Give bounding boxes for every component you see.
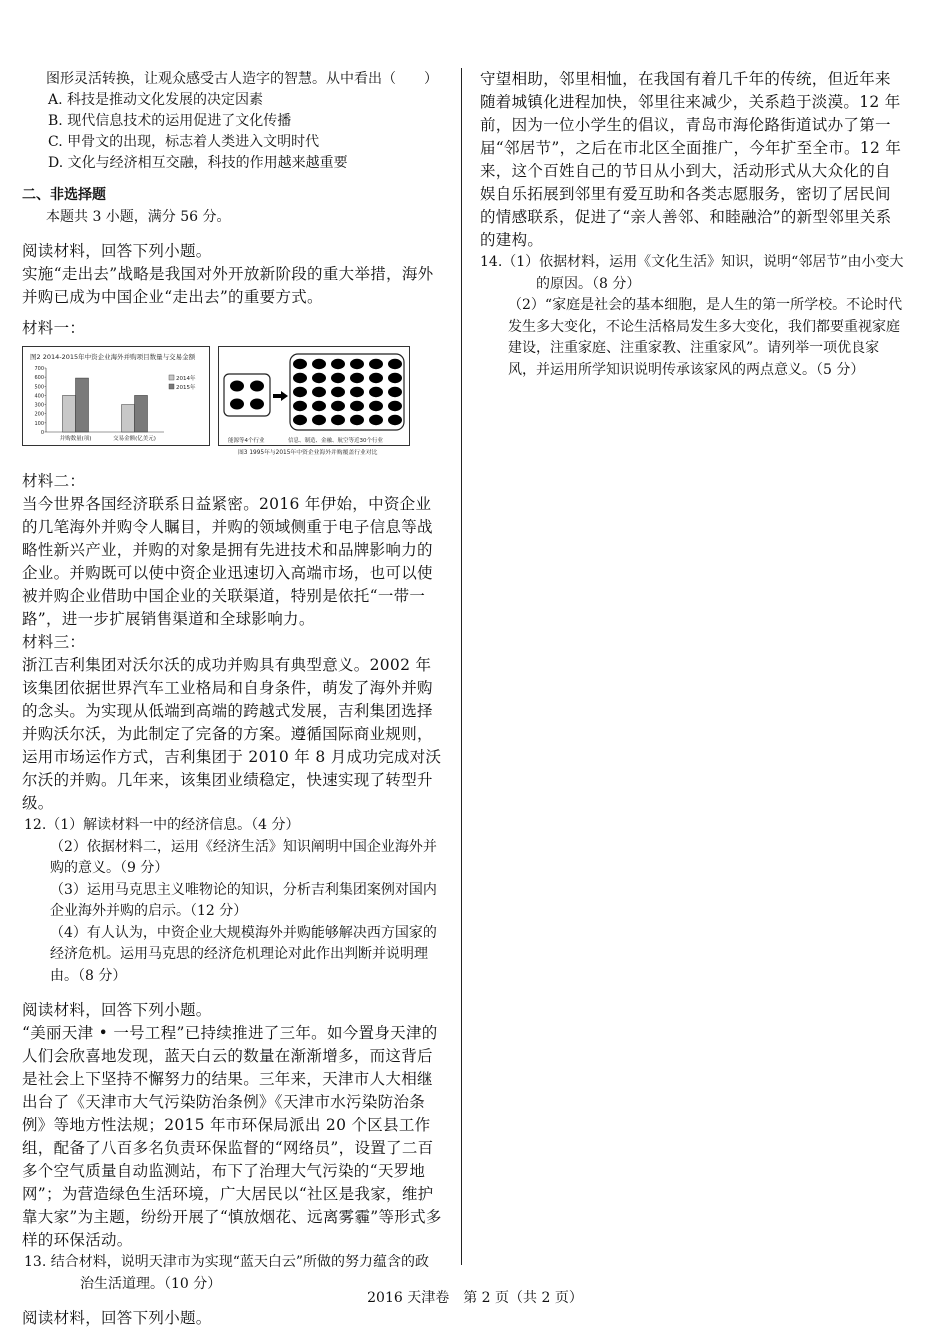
industry-dot-2015 xyxy=(369,415,383,425)
column-divider xyxy=(461,68,462,1265)
material-1-label: 材料一： xyxy=(22,319,86,337)
industry-dot-2015 xyxy=(293,401,307,411)
diagram-right-caption: 信息、制造、金融、航空等近30个行业 xyxy=(288,438,383,444)
right-column xyxy=(480,68,904,381)
industry-dot-2015 xyxy=(312,373,326,383)
x-tick-label: 交易金额(亿美元) xyxy=(113,436,156,442)
y-tick-label: 700 xyxy=(34,366,44,372)
industry-dot-2015 xyxy=(369,359,383,369)
bar xyxy=(76,378,89,432)
industry-dot-1995 xyxy=(250,399,264,410)
industry-dot-2015 xyxy=(293,387,307,397)
industry-dot-2015 xyxy=(331,373,345,383)
question-14-2: （2）“家庭是社会的基本细胞，是人生的第一所学校。不论时代发生多大变化，不论生活格局发生多大变化，我们都要重视家庭建设，注重家庭、注重家教、注重家风”。请列举一项优良家风，并运用所学知识说明传承该家风的两点意义。（5 分） xyxy=(508,297,903,378)
industry-dot-2015 xyxy=(388,401,402,411)
legend-swatch xyxy=(169,384,174,389)
bar xyxy=(135,395,148,432)
option-a: A. 科技是推动文化发展的决定因素 xyxy=(48,92,264,108)
industry-dot-2015 xyxy=(312,401,326,411)
industry-dot-2015 xyxy=(293,373,307,383)
y-tick-label: 600 xyxy=(34,375,44,382)
industry-dot-2015 xyxy=(312,415,326,425)
industry-dot-2015 xyxy=(331,401,345,411)
industry-dot-2015 xyxy=(350,415,364,425)
material-2-label: 材料二： xyxy=(22,472,86,490)
industry-dot-2015 xyxy=(388,373,402,383)
section-title: 二、非选择题 xyxy=(22,187,106,203)
question-11-tail: 图形灵活转换，让观众感受古人造字的智慧。从中看出（ ） xyxy=(46,71,438,87)
option-d: D. 文化与经济相互交融，科技的作用越来越重要 xyxy=(48,155,348,171)
legend-label: 2014年 xyxy=(176,376,196,382)
y-tick-label: 200 xyxy=(34,411,44,418)
intro-text: 实施“走出去”战略是我国对外开放新阶段的重大举措，海外并购已成为中国企业“走出去”的重要方式。 xyxy=(22,265,434,306)
diagram-title: 图3 1995年与2015年中资企业海外并购覆盖行业对比 xyxy=(238,450,378,456)
material-1-charts xyxy=(22,346,442,466)
industry-dot-2015 xyxy=(350,387,364,397)
left-box xyxy=(224,374,270,416)
left-column xyxy=(22,68,442,1330)
industry-dot-2015 xyxy=(312,387,326,397)
industry-dot-2015 xyxy=(331,415,345,425)
industry-dot-1995 xyxy=(230,399,244,410)
industry-dot-2015 xyxy=(388,387,402,397)
industry-dot-1995 xyxy=(250,381,264,392)
industry-dot-2015 xyxy=(331,387,345,397)
bar xyxy=(63,395,76,432)
y-tick-label: 100 xyxy=(34,420,44,427)
industry-dot-2015 xyxy=(312,359,326,369)
tianjin-text: “美丽天津 • 一号工程”已持续推进了三年。如今置身天津的人们会欣喜地发现，蓝天白云的数量在渐渐增多，而这背后是社会上下坚持不懈努力的结果。三年来，天津市人大相继出台了《天津市大气污染防治条例》《天津市水污染防治条例》等地方性法规；2015 年市环保局派出 20 个区县工作组，配备了八百多名负责环保监督的“网络员”，设置了二百多个空气质量自动监测站，布下了治理大气污染的“天罗地网”；为营造绿色生活环境，广大居民以“社区是我家，维护靠大家”为主题，纷纷开展了“慎放烟花、远离雾霾”等形式多样的环保活动。 xyxy=(22,1024,442,1249)
y-tick-label: 500 xyxy=(34,384,44,391)
industry-dot-2015 xyxy=(350,401,364,411)
industry-diagram xyxy=(218,346,410,458)
industry-dot-2015 xyxy=(369,401,383,411)
question-12-2: （2）依据材料二，运用《经济生活》知识阐明中国企业海外并购的意义。（9 分） xyxy=(50,838,437,876)
option-c: C. 甲骨文的出现，标志着人类进入文明时代 xyxy=(48,134,320,150)
y-tick-label: 400 xyxy=(34,393,44,400)
question-14-1: 14.（1）依据材料，运用《文化生活》知识，说明“邻居节”由小变大的原因。（8 分） xyxy=(480,254,904,292)
industry-dot-2015 xyxy=(350,373,364,383)
industry-dot-1995 xyxy=(230,381,244,392)
option-b: B. 现代信息技术的运用促进了文化传播 xyxy=(48,113,292,129)
right-box xyxy=(290,354,404,430)
legend-swatch xyxy=(169,375,174,380)
options-list xyxy=(22,90,442,174)
material-3-text: 浙江吉利集团对沃尔沃的成功并购具有典型意义。2002 年该集团依据世界汽车工业格局和自身条件，萌发了海外并购的念头。为实现从低端到高端的跨越式发展，吉利集团选择并购沃尔沃，为此制定了完备的方案。遵循国际商业规则，运用市场运作方式，吉利集团于 2010 年 8 月成功完成对沃尔沃的并购。几年来，该集团业绩稳定，快速实现了转型升级。 xyxy=(22,656,442,812)
industry-dot-2015 xyxy=(293,415,307,425)
industry-dot-2015 xyxy=(369,373,383,383)
industry-dot-2015 xyxy=(293,359,307,369)
y-tick-label: 300 xyxy=(34,402,44,409)
question-13: 13. 结合材料，说明天津市为实现“蓝天白云”所做的努力蕴含的政治生活道理。（10 分） xyxy=(24,1254,430,1292)
bar xyxy=(122,405,135,432)
read-prompt: 阅读材料，回答下列小题。 xyxy=(22,242,212,260)
industry-dot-2015 xyxy=(388,415,402,425)
section-desc: 本题共 3 小题，满分 56 分。 xyxy=(46,209,231,225)
read-prompt-3: 阅读材料，回答下列小题。 xyxy=(22,1309,212,1327)
page-footer: 2016 天津卷 第 2 页（共 2 页） xyxy=(367,1290,583,1306)
industry-dot-2015 xyxy=(350,359,364,369)
diagram-left-caption: 能源等4个行业 xyxy=(228,438,265,444)
material-3-label: 材料三： xyxy=(22,633,86,651)
bar-chart xyxy=(22,346,210,446)
industry-dot-2015 xyxy=(331,359,345,369)
chart-title: 图2 2014-2015年中资企业海外并购项目数量与交易金额 xyxy=(30,353,196,361)
legend-label: 2015年 xyxy=(176,385,196,391)
neighbor-text: 守望相助，邻里相恤，在我国有着几千年的传统，但近年来随着城镇化进程加快，邻里往来减少，关系趋于淡漠。12 年前，因为一位小学生的倡议，青岛市海伦路街道试办了第一届“邻居节”，之后在市北区全面推广，今年扩至全市。12 年来，这个百姓自己的节日从小到大，活动形式从大众化的自娱自乐拓展到邻里有爱互助和各类志愿服务，密切了居民间的情感联系，促进了“亲人善邻、和睦融洽”的新型邻里关系的建构。 xyxy=(480,70,902,249)
question-12-1: 12.（1）解读材料一中的经济信息。（4 分） xyxy=(24,817,300,833)
question-12-4: （4）有人认为，中资企业大规模海外并购能够解决西方国家的经济危机。运用马克思的经济危机理论对此作出判断并说明理由。（8 分） xyxy=(50,924,437,984)
industry-dot-2015 xyxy=(388,359,402,369)
industry-dot-2015 xyxy=(369,387,383,397)
material-2-text: 当今世界各国经济联系日益紧密。2016 年伊始，中资企业的几笔海外并购令人瞩目，并购的领域侧重于电子信息等战略性新兴产业，并购的对象是拥有先进技术和品牌影响力的企业。并购既可以使中资企业迅速切入高端市场，也可以使被并购企业借助中国企业的关联渠道，特别是依托“一带一路”，进一步扩展销售渠道和全球影响力。 xyxy=(22,495,433,628)
question-12-3: （3）运用马克思主义唯物论的知识，分析吉利集团案例对国内企业海外并购的启示。（12 分） xyxy=(50,881,437,919)
read-prompt-2: 阅读材料，回答下列小题。 xyxy=(22,1001,212,1019)
x-tick-label: 并购数量(项) xyxy=(59,436,92,442)
y-tick-label: 0 xyxy=(40,430,44,436)
